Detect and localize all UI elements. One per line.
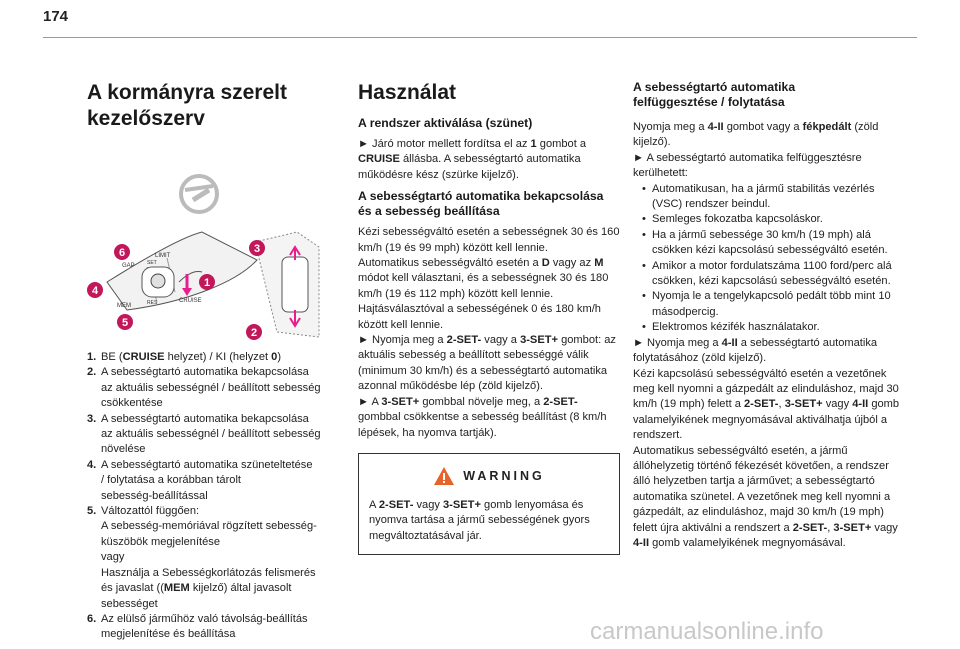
paragraph-automatic-hold: Automatikus sebességváltó esetén, a jármű állóhelyzetig történő fékezését követően, a rendszer álló helyzetben tartja a járművet; a sebességtartó automatika szünetel. A vezetőnek meg kell nyomni a gázpedált, az elinduláshoz, majd 30 km/h (19 mph) felett újra aktiválni a rendszert a 2-SET-, 3-SET+ vagy 4-II gomb valamelyikének megnyomásával. <box>633 444 898 549</box>
list-item: 4. A sebességtartó automatika szüneteltetése / folytatása a korábban tárolt sebesség-beállítással <box>87 458 313 502</box>
section-title-usage: Használat <box>358 81 457 104</box>
label-limit: LIMIT <box>155 253 171 259</box>
figure-graphic <box>87 142 342 350</box>
list-item: 5. Változattól függően: A sebesség-memóriával rögzített sebesség- küszöbök megjelenítése vagy Használja a Sebességkorlátozás felismerés és javaslat ((MEM kijelző) által javasolt sebességet <box>87 505 317 610</box>
list-item: • Semleges fokozatba kapcsoláskor. <box>642 213 823 226</box>
callout-2 <box>246 324 262 340</box>
cruise-stalk-drawing <box>107 232 257 310</box>
section-title-controls: A kormányra szerelt kezelőszerv <box>87 81 287 130</box>
paragraph-manual-reactivate: Kézi kapcsolású sebességváltó esetén a vezetőnek meg kell nyomni a gázpedált az elinduláshoz, majd 30 km/h (19 mph) felett a 2-SET-, 3-SET+ vagy 4-II gomb valamelyikének megnyomásával aktiválhatja újból a rendszert. <box>633 367 900 442</box>
callout-3-label: 3 <box>253 243 261 255</box>
controls-legend-list <box>87 350 342 643</box>
callout-3 <box>249 240 265 256</box>
list-item: 3. A sebességtartó automatika bekapcsolása az aktuális sebességnél / beállított sebesség növelése <box>87 412 321 456</box>
column-usage <box>358 80 620 555</box>
paragraph-activation: ► Járó motor mellett fordítsa el az 1 gombot a CRUISE állásba. A sebességtartó automatika működésre kész (szürke kijelző). <box>358 138 587 181</box>
list-item: • Elektromos kézifék használatakor. <box>642 321 820 334</box>
callout-1-label: 1 <box>203 277 211 289</box>
paragraph-suspended-cases: ► A sebességtartó automatika felfüggesztésre kerülhetett: <box>633 151 862 180</box>
paragraph-press-brake: Nyomja meg a 4-II gombot vagy a fékpedált (zöld kijelző). <box>633 121 879 149</box>
label-cruise: CRUISE <box>179 298 202 304</box>
callout-5-label: 5 <box>121 317 129 329</box>
label-gap: GAP <box>122 263 135 269</box>
label-set: SET <box>147 260 157 266</box>
paragraph-resume: ► Nyomja meg a 4-II a sebességtartó automatika folytatásához (zöld kijelző). <box>633 336 878 365</box>
callout-4-label: 4 <box>91 285 99 297</box>
callout-6 <box>114 244 130 260</box>
warning-title: WARNING <box>463 468 545 483</box>
suspend-bullet-list <box>633 182 901 336</box>
callout-5 <box>117 314 133 330</box>
paragraph-adjust-speed: ► A 3-SET+ gombbal növelje meg, a 2-SET- gombbal csökkentse a sebesség beállítást (8 km/h lépések, ha nyomva tartják). <box>358 395 607 439</box>
watermark: carmanualsonline.info <box>590 618 824 645</box>
list-item: • Ha a jármű sebessége 30 km/h (19 mph) alá csökken kézi kapcsolású sebességváltó esetén. <box>642 228 888 257</box>
list-item: • Automatikusan, ha a jármű stabilitás vezérlés (VSC) rendszer beindul. <box>642 182 875 211</box>
callout-6-label: 6 <box>118 247 126 259</box>
callout-1 <box>199 274 215 290</box>
label-res: RES <box>147 300 158 306</box>
paragraph-speed-ranges: Kézi sebességváltó esetén a sebességnek 30 és 160 km/h (19 és 99 mph) között kell lennie. Automatikus sebességváltó esetén a D vagy az M módot kell választani, és a sebességnek 30 és 180 km/h (19 és 112 mph) között kell lennie. Hajtásválasztóval a sebességének 0 és 180 km/h között kell lennie. <box>358 226 620 331</box>
list-item: • Amikor a motor fordulatszáma 1100 ford/perc alá csökken, kézi kapcsolású sebességváltó esetén. <box>642 259 892 288</box>
label-mem: MEM <box>117 303 131 309</box>
warning-box <box>358 453 620 555</box>
page-number: 174 <box>43 8 69 25</box>
steering-wheel-icon <box>181 176 217 212</box>
list-item: 2. A sebességtartó automatika bekapcsolása az aktuális sebességnél / beállított sebesség csökkentése <box>87 366 321 410</box>
column-suspend-resume <box>633 80 901 551</box>
list-item: 6. Az elülső járműhöz való távolság-beállítás megjelenítése és beállítása <box>87 612 308 641</box>
callout-2-label: 2 <box>250 327 258 339</box>
subheading-activation: A rendszer aktiválása (szünet) <box>358 116 533 130</box>
callout-4 <box>87 282 103 298</box>
list-item: 1. BE (CRUISE helyzet) / KI (helyzet 0) <box>87 351 282 363</box>
paragraph-set-speed: ► Nyomja meg a 2-SET- vagy a 3-SET+ gombot: az aktuális sebesség a beállított sebességgé válik (minimum 30 km/h) és a sebességtartó automatika azonnal működésbe lép (zöld kijelző). <box>358 334 616 393</box>
steering-control-figure <box>87 142 342 350</box>
warning-triangle-icon <box>433 466 455 486</box>
header-rule <box>43 37 917 38</box>
warning-text: A 2-SET- vagy 3-SET+ gomb lenyomása és nyomva tartása a jármű sebességének gyors megváltoztatásával jár. <box>369 498 590 542</box>
list-item: • Nyomja le a tengelykapcsoló pedált több mint 10 másodpercig. <box>642 290 891 318</box>
column-controls <box>87 80 342 643</box>
subheading-enable-set: A sebességtartó automatika bekapcsolása és a sebesség beállítása <box>358 189 604 219</box>
subheading-suspend: A sebességtartó automatika felfüggesztése / folytatása <box>633 80 796 109</box>
